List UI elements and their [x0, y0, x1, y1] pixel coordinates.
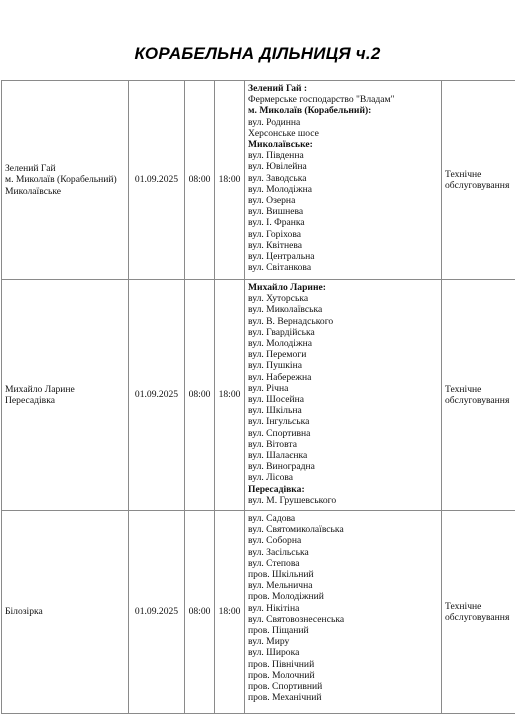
- address-line: вул. Нікітіна: [248, 603, 438, 614]
- page-title: КОРАБЕЛЬНА ДІЛЬНИЦЯ ч.2: [0, 44, 515, 64]
- address-group-heading: м. Миколаїв (Корабельний):: [248, 105, 438, 116]
- addresses-cell: [245, 280, 442, 511]
- reason-cell: [442, 81, 515, 280]
- address-line: вул. Миру: [248, 636, 438, 647]
- address-line: вул. Світанкова: [248, 262, 438, 273]
- date-cell: 01.09.2025: [129, 511, 185, 714]
- table-row: [2, 511, 515, 714]
- date-cell: 01.09.2025: [129, 280, 185, 511]
- end-time-cell: 18:00: [215, 280, 245, 511]
- address-line: вул. Набережна: [248, 372, 438, 383]
- address-line: пров. Шкільний: [248, 569, 438, 580]
- addresses-cell: [245, 81, 442, 280]
- address-line: вул. Лісова: [248, 472, 438, 483]
- date-cell: 01.09.2025: [129, 81, 185, 280]
- address-line: вул. Гвардійська: [248, 327, 438, 338]
- address-line: пров. Піщаний: [248, 625, 438, 636]
- locality-cell: [2, 81, 129, 280]
- address-line: вул. Виноградна: [248, 461, 438, 472]
- reason-line: обслуговування: [445, 180, 513, 191]
- address-line: вул. Заводська: [248, 173, 438, 184]
- address-line: вул. Мельнична: [248, 580, 438, 591]
- reason-line: Технічне: [445, 169, 513, 180]
- table-row: [2, 280, 515, 511]
- address-line: вул. Перемоги: [248, 349, 438, 360]
- address-line: вул. Вишнева: [248, 206, 438, 217]
- address-line: вул. Шалаєнка: [248, 450, 438, 461]
- address-line: вул. Шкільна: [248, 405, 438, 416]
- address-line: вул. Річна: [248, 383, 438, 394]
- address-line: вул. І. Франка: [248, 217, 438, 228]
- address-line: вул. Горіхова: [248, 229, 438, 240]
- address-group-heading: Пересадівка:: [248, 484, 438, 495]
- address-line: вул. Ювілейна: [248, 161, 438, 172]
- address-line: вул. Степова: [248, 558, 438, 569]
- address-group-heading: Миколаївське:: [248, 139, 438, 150]
- locality-line: Білозірка: [5, 606, 125, 617]
- address-line: пров. Північний: [248, 659, 438, 670]
- address-line: вул. М. Грушевського: [248, 495, 438, 506]
- address-line: вул. Святомиколаївська: [248, 524, 438, 535]
- address-line: вул. Миколаївська: [248, 304, 438, 315]
- address-line: вул. Інгульська: [248, 416, 438, 427]
- locality-line: м. Миколаїв (Корабельний): [5, 174, 125, 185]
- address-line: вул. Соборна: [248, 535, 438, 546]
- locality-line: Миколаївське: [5, 186, 125, 197]
- reason-line: Технічне: [445, 384, 513, 395]
- reason-line: обслуговування: [445, 395, 513, 406]
- locality-cell: [2, 511, 129, 714]
- address-line: вул. Садова: [248, 513, 438, 524]
- address-line: пров. Механічний: [248, 692, 438, 703]
- reason-cell: [442, 511, 515, 714]
- table-row: [2, 81, 515, 280]
- reason-line: Технічне: [445, 601, 513, 612]
- address-line: вул. Вітовта: [248, 439, 438, 450]
- address-line: вул. Озерна: [248, 195, 438, 206]
- start-time-cell: 08:00: [185, 511, 215, 714]
- address-line: вул. Святовознесенська: [248, 614, 438, 625]
- address-line: пров. Спортивний: [248, 681, 438, 692]
- address-line: вул. Південна: [248, 150, 438, 161]
- address-line: вул. Центральна: [248, 251, 438, 262]
- locality-line: Михайло Ларине: [5, 384, 125, 395]
- address-line: Херсонське шосе: [248, 128, 438, 139]
- address-line: вул. Широка: [248, 647, 438, 658]
- locality-cell: [2, 280, 129, 511]
- reason-line: обслуговування: [445, 612, 513, 623]
- address-line: Фермерське господарство "Владам": [248, 94, 438, 105]
- address-line: пров. Молочний: [248, 670, 438, 681]
- address-line: вул. Молодіжна: [248, 184, 438, 195]
- reason-cell: [442, 280, 515, 511]
- end-time-cell: 18:00: [215, 511, 245, 714]
- start-time-cell: 08:00: [185, 81, 215, 280]
- addresses-cell: [245, 511, 442, 714]
- address-line: вул. Молодіжна: [248, 338, 438, 349]
- locality-line: Пересадівка: [5, 395, 125, 406]
- address-line: вул. Хуторська: [248, 293, 438, 304]
- address-group-heading: Михайло Ларине:: [248, 282, 438, 293]
- locality-line: Зелений Гай: [5, 163, 125, 174]
- end-time-cell: 18:00: [215, 81, 245, 280]
- start-time-cell: 08:00: [185, 280, 215, 511]
- address-line: вул. Пушкіна: [248, 360, 438, 371]
- address-line: вул. Шосейна: [248, 394, 438, 405]
- address-line: пров. Молодіжний: [248, 591, 438, 602]
- address-line: вул. В. Вернадського: [248, 316, 438, 327]
- address-line: вул. Спортивна: [248, 428, 438, 439]
- address-line: вул. Квітнева: [248, 240, 438, 251]
- address-group-heading: Зелений Гай :: [248, 83, 438, 94]
- address-line: вул. Родинна: [248, 117, 438, 128]
- address-line: вул. Засільська: [248, 547, 438, 558]
- outage-schedule-table: [1, 80, 515, 714]
